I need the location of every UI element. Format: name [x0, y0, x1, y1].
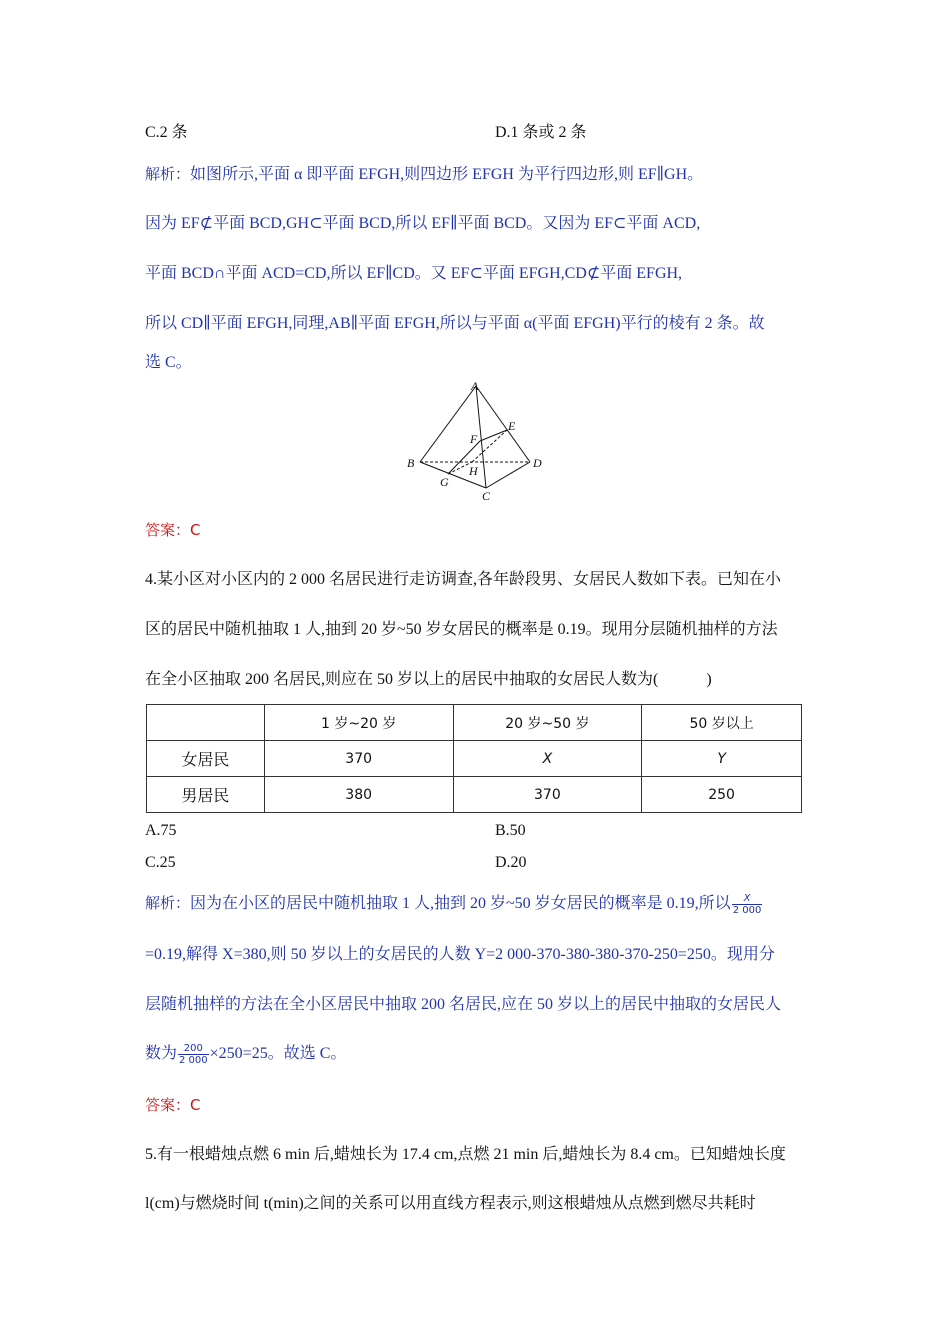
q4-analysis-line-4 — [145, 1043, 346, 1066]
q3-analysis-line-2: 因为 EF⊄平面 BCD,GH⊂平面 BCD,所以 EF∥平面 BCD。又因为 EF⊂平面 ACD, — [145, 215, 701, 232]
table-cell: 男居民 — [147, 777, 265, 813]
table-cell: 380 — [264, 777, 453, 813]
q4-analysis-text-4b: ×250=25。故选 C。 — [209, 1045, 347, 1063]
table-row — [147, 741, 802, 777]
header-dot: · — [703, 78, 705, 84]
q4-stem-line-3: 在全小区抽取 200 名居民,则应在 50 岁以上的居民中抽取的女居民人数为( ) — [145, 671, 712, 688]
q4-stem-line-2: 区的居民中随机抽取 1 人,抽到 20 岁~50 岁女居民的概率是 0.19。现用分层随机抽样的方法 — [145, 621, 778, 638]
table-cell: 250 — [642, 777, 802, 813]
table-cell: X — [453, 741, 642, 777]
fraction-denominator: 2 000 — [732, 905, 762, 916]
label-f: F — [470, 432, 478, 446]
table-header-cell: 20 岁~50 岁 — [453, 705, 642, 741]
q4-analysis-text-4a: 数为 — [145, 1045, 178, 1063]
tetrahedron-figure — [400, 376, 550, 506]
label-d: D — [533, 456, 542, 470]
q3-analysis-line-3: 平面 BCD∩平面 ACD=CD,所以 EF∥CD。又 EF⊂平面 EFGH,CD⊄平面 EFGH, — [145, 265, 683, 282]
q4-analysis-label: 解析： — [145, 894, 191, 913]
q5-stem-line-1: 5.有一根蜡烛点燃 6 min 后,蜡烛长为 17.4 cm,点燃 21 min 后,蜡烛长为 8.4 cm。已知蜡烛长度 — [145, 1146, 786, 1163]
label-h: H — [469, 464, 478, 478]
table-header-row — [147, 705, 802, 741]
q3-analysis-line-1 — [145, 164, 703, 185]
q4-analysis-text-1: 因为在小区的居民中随机抽取 1 人,抽到 20 岁~50 岁女居民的概率是 0.19,所以 — [190, 895, 731, 913]
q4-option-a: A.75 — [145, 822, 177, 839]
table-cell: 370 — [453, 777, 642, 813]
label-c: C — [482, 489, 491, 503]
fraction-denominator: 2 000 — [179, 1055, 208, 1066]
q3-analysis-text-1: 如图所示,平面 α 即平面 EFGH,则四边形 EFGH 为平行四边形,则 EF∥GH。 — [190, 166, 704, 183]
fraction-numerator: X — [732, 893, 763, 905]
residents-table — [146, 704, 802, 813]
q4-analysis-line-2: =0.19,解得 X=380,则 50 岁以上的女居民的人数 Y=2 000-370-380-380-370-250=250。现用分 — [145, 946, 775, 963]
table-header-cell — [147, 705, 265, 741]
edge-cd — [486, 462, 530, 488]
table-header-cell: 1 岁~20 岁 — [264, 705, 453, 741]
edge-ab — [420, 386, 476, 462]
q4-analysis-line-1 — [145, 893, 763, 916]
label-e: E — [508, 419, 516, 433]
table-row — [147, 777, 802, 813]
table-cell: 女居民 — [147, 741, 265, 777]
q3-analysis-line-4: 所以 CD∥平面 EFGH,同理,AB∥平面 EFGH,所以与平面 α(平面 EFGH)平行的棱有 2 条。故 — [145, 315, 765, 332]
q4-analysis-line-3: 层随机抽样的方法在全小区居民中抽取 200 名居民,应在 50 岁以上的居民中抽取的女居民人 — [145, 996, 782, 1013]
q3-option-c: C.2 条 — [145, 124, 188, 141]
q4-option-c: C.25 — [145, 854, 176, 871]
label-g: G — [440, 475, 449, 489]
table-header-cell: 50 岁以上 — [642, 705, 802, 741]
fraction-numerator: 200 — [178, 1043, 209, 1055]
edge-fe — [480, 430, 507, 441]
q4-stem-line-1: 4.某小区对小区内的 2 000 名居民进行走访调查,各年龄段男、女居民人数如下表。已知在小 — [145, 571, 782, 588]
table-cell: 370 — [264, 741, 453, 777]
fraction-x-over-2000 — [732, 893, 763, 916]
label-a: A — [471, 379, 479, 393]
q3-analysis-line-5: 选 C。 — [145, 354, 192, 371]
q5-stem-line-2: l(cm)与燃烧时间 t(min)之间的关系可以用直线方程表示,则这根蜡烛从点燃到燃尽共耗时 — [145, 1195, 756, 1212]
label-b: B — [407, 456, 415, 470]
q4-option-b: B.50 — [495, 822, 526, 839]
q3-answer: 答案：C — [145, 521, 201, 539]
fraction-200-over-2000 — [178, 1043, 209, 1066]
table-cell: Y — [642, 741, 802, 777]
q3-option-d: D.1 条或 2 条 — [495, 124, 587, 141]
q3-analysis-label: 解析： — [145, 165, 191, 183]
q4-answer: 答案：C — [145, 1096, 201, 1114]
q4-option-d: D.20 — [495, 854, 527, 871]
